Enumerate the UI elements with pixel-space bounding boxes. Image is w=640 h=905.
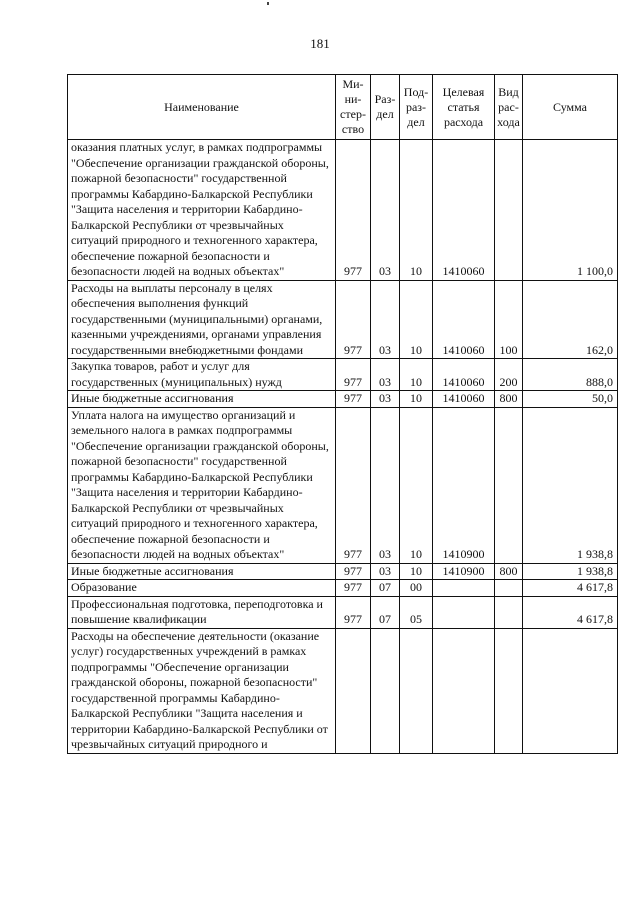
- header-expense-type: Вид рас- хода: [495, 75, 523, 140]
- cell-section: 07: [371, 596, 400, 628]
- header-name: Наименование: [68, 75, 336, 140]
- cell-sum: 1 100,0: [523, 140, 618, 281]
- cell-subsection: 10: [400, 563, 433, 580]
- cell-sum: 4 617,8: [523, 596, 618, 628]
- cell-expense-type: [495, 596, 523, 628]
- table-row: [68, 140, 618, 281]
- cell-sum: 1 938,8: [523, 563, 618, 580]
- cell-section: [371, 628, 400, 753]
- cell-target: 1410060: [433, 391, 495, 408]
- cell-sum: 162,0: [523, 280, 618, 359]
- cell-target: [433, 580, 495, 597]
- table-row: [68, 628, 618, 753]
- cell-ministry: 977: [336, 407, 371, 563]
- cell-sum: 888,0: [523, 359, 618, 391]
- budget-table: [67, 74, 618, 754]
- table-row: [68, 563, 618, 580]
- scan-speck: [267, 2, 269, 5]
- table-row: [68, 280, 618, 359]
- cell-sum: 1 938,8: [523, 407, 618, 563]
- cell-subsection: 10: [400, 280, 433, 359]
- cell-name: Закупка товаров, работ и услуг для государственных (муниципальных) нужд: [68, 359, 336, 391]
- cell-subsection: 05: [400, 596, 433, 628]
- cell-subsection: 10: [400, 391, 433, 408]
- cell-section: 03: [371, 359, 400, 391]
- cell-ministry: 977: [336, 140, 371, 281]
- cell-ministry: 977: [336, 596, 371, 628]
- cell-target: [433, 596, 495, 628]
- cell-target: [433, 628, 495, 753]
- cell-ministry: 977: [336, 391, 371, 408]
- cell-target: 1410060: [433, 280, 495, 359]
- cell-name: Расходы на выплаты персоналу в целях обеспечения выполнения функций государственными (муниципальными) органами, казенными учреждениями, органами управления государственными внебюджетными фондами: [68, 280, 336, 359]
- page-number: 181: [310, 36, 330, 51]
- cell-ministry: 977: [336, 563, 371, 580]
- header-target: Целевая статья расхода: [433, 75, 495, 140]
- cell-target: 1410060: [433, 140, 495, 281]
- header-ministry: Ми- ни- стер- ство: [336, 75, 371, 140]
- header-subsection: Под- раз- дел: [400, 75, 433, 140]
- cell-expense-type: 800: [495, 563, 523, 580]
- cell-expense-type: 800: [495, 391, 523, 408]
- cell-name: Иные бюджетные ассигнования: [68, 391, 336, 408]
- table-row: [68, 359, 618, 391]
- header-row: [68, 75, 618, 140]
- cell-subsection: 10: [400, 140, 433, 281]
- header-sum: Сумма: [523, 75, 618, 140]
- cell-subsection: 10: [400, 407, 433, 563]
- cell-expense-type: [495, 140, 523, 281]
- cell-section: 03: [371, 391, 400, 408]
- table-row: [68, 407, 618, 563]
- cell-sum: 50,0: [523, 391, 618, 408]
- cell-ministry: 977: [336, 580, 371, 597]
- header-section: Раз- дел: [371, 75, 400, 140]
- cell-ministry: 977: [336, 280, 371, 359]
- cell-subsection: [400, 628, 433, 753]
- cell-target: 1410900: [433, 563, 495, 580]
- cell-name: Иные бюджетные ассигнования: [68, 563, 336, 580]
- cell-target: 1410900: [433, 407, 495, 563]
- cell-section: 03: [371, 140, 400, 281]
- cell-section: 07: [371, 580, 400, 597]
- cell-sum: 4 617,8: [523, 580, 618, 597]
- cell-section: 03: [371, 407, 400, 563]
- cell-expense-type: 100: [495, 280, 523, 359]
- cell-ministry: [336, 628, 371, 753]
- cell-expense-type: [495, 407, 523, 563]
- table-row: [68, 596, 618, 628]
- table-row: [68, 391, 618, 408]
- cell-name: Образование: [68, 580, 336, 597]
- cell-name: Расходы на обеспечение деятельности (оказание услуг) государственных учреждений в рамках подпрограммы "Обеспечение организации гражданской обороны, пожарной безопасности" государственной программы Кабардино-Балкарской Республики "Защита населения и территории Кабардино-Балкарской Республики от чрезвычайных ситуаций природного и: [68, 628, 336, 753]
- cell-ministry: 977: [336, 359, 371, 391]
- cell-subsection: 10: [400, 359, 433, 391]
- cell-name: Уплата налога на имущество организаций и земельного налога в рамках подпрограммы "Обеспечение организации гражданской обороны, пожарной безопасности" государственной программы Кабардино-Балкарской Республики "Защита населения и территории Кабардино-Балкарской Республики от чрезвычайных ситуаций природного и техногенного характера, обеспечение пожарной безопасности и безопасности людей на водных объектах": [68, 407, 336, 563]
- cell-section: 03: [371, 563, 400, 580]
- cell-sum: [523, 628, 618, 753]
- cell-expense-type: [495, 628, 523, 753]
- cell-expense-type: [495, 580, 523, 597]
- cell-name: оказания платных услуг, в рамках подпрограммы "Обеспечение организации гражданской обороны, пожарной безопасности" государственной программы Кабардино-Балкарской Республики "Защита населения и территории Кабардино-Балкарской Республики от чрезвычайных ситуаций природного и техногенного характера, обеспечение пожарной безопасности и безопасности людей на водных объектах": [68, 140, 336, 281]
- cell-subsection: 00: [400, 580, 433, 597]
- table-row: [68, 580, 618, 597]
- cell-section: 03: [371, 280, 400, 359]
- cell-name: Профессиональная подготовка, переподготовка и повышение квалификации: [68, 596, 336, 628]
- cell-expense-type: 200: [495, 359, 523, 391]
- cell-target: 1410060: [433, 359, 495, 391]
